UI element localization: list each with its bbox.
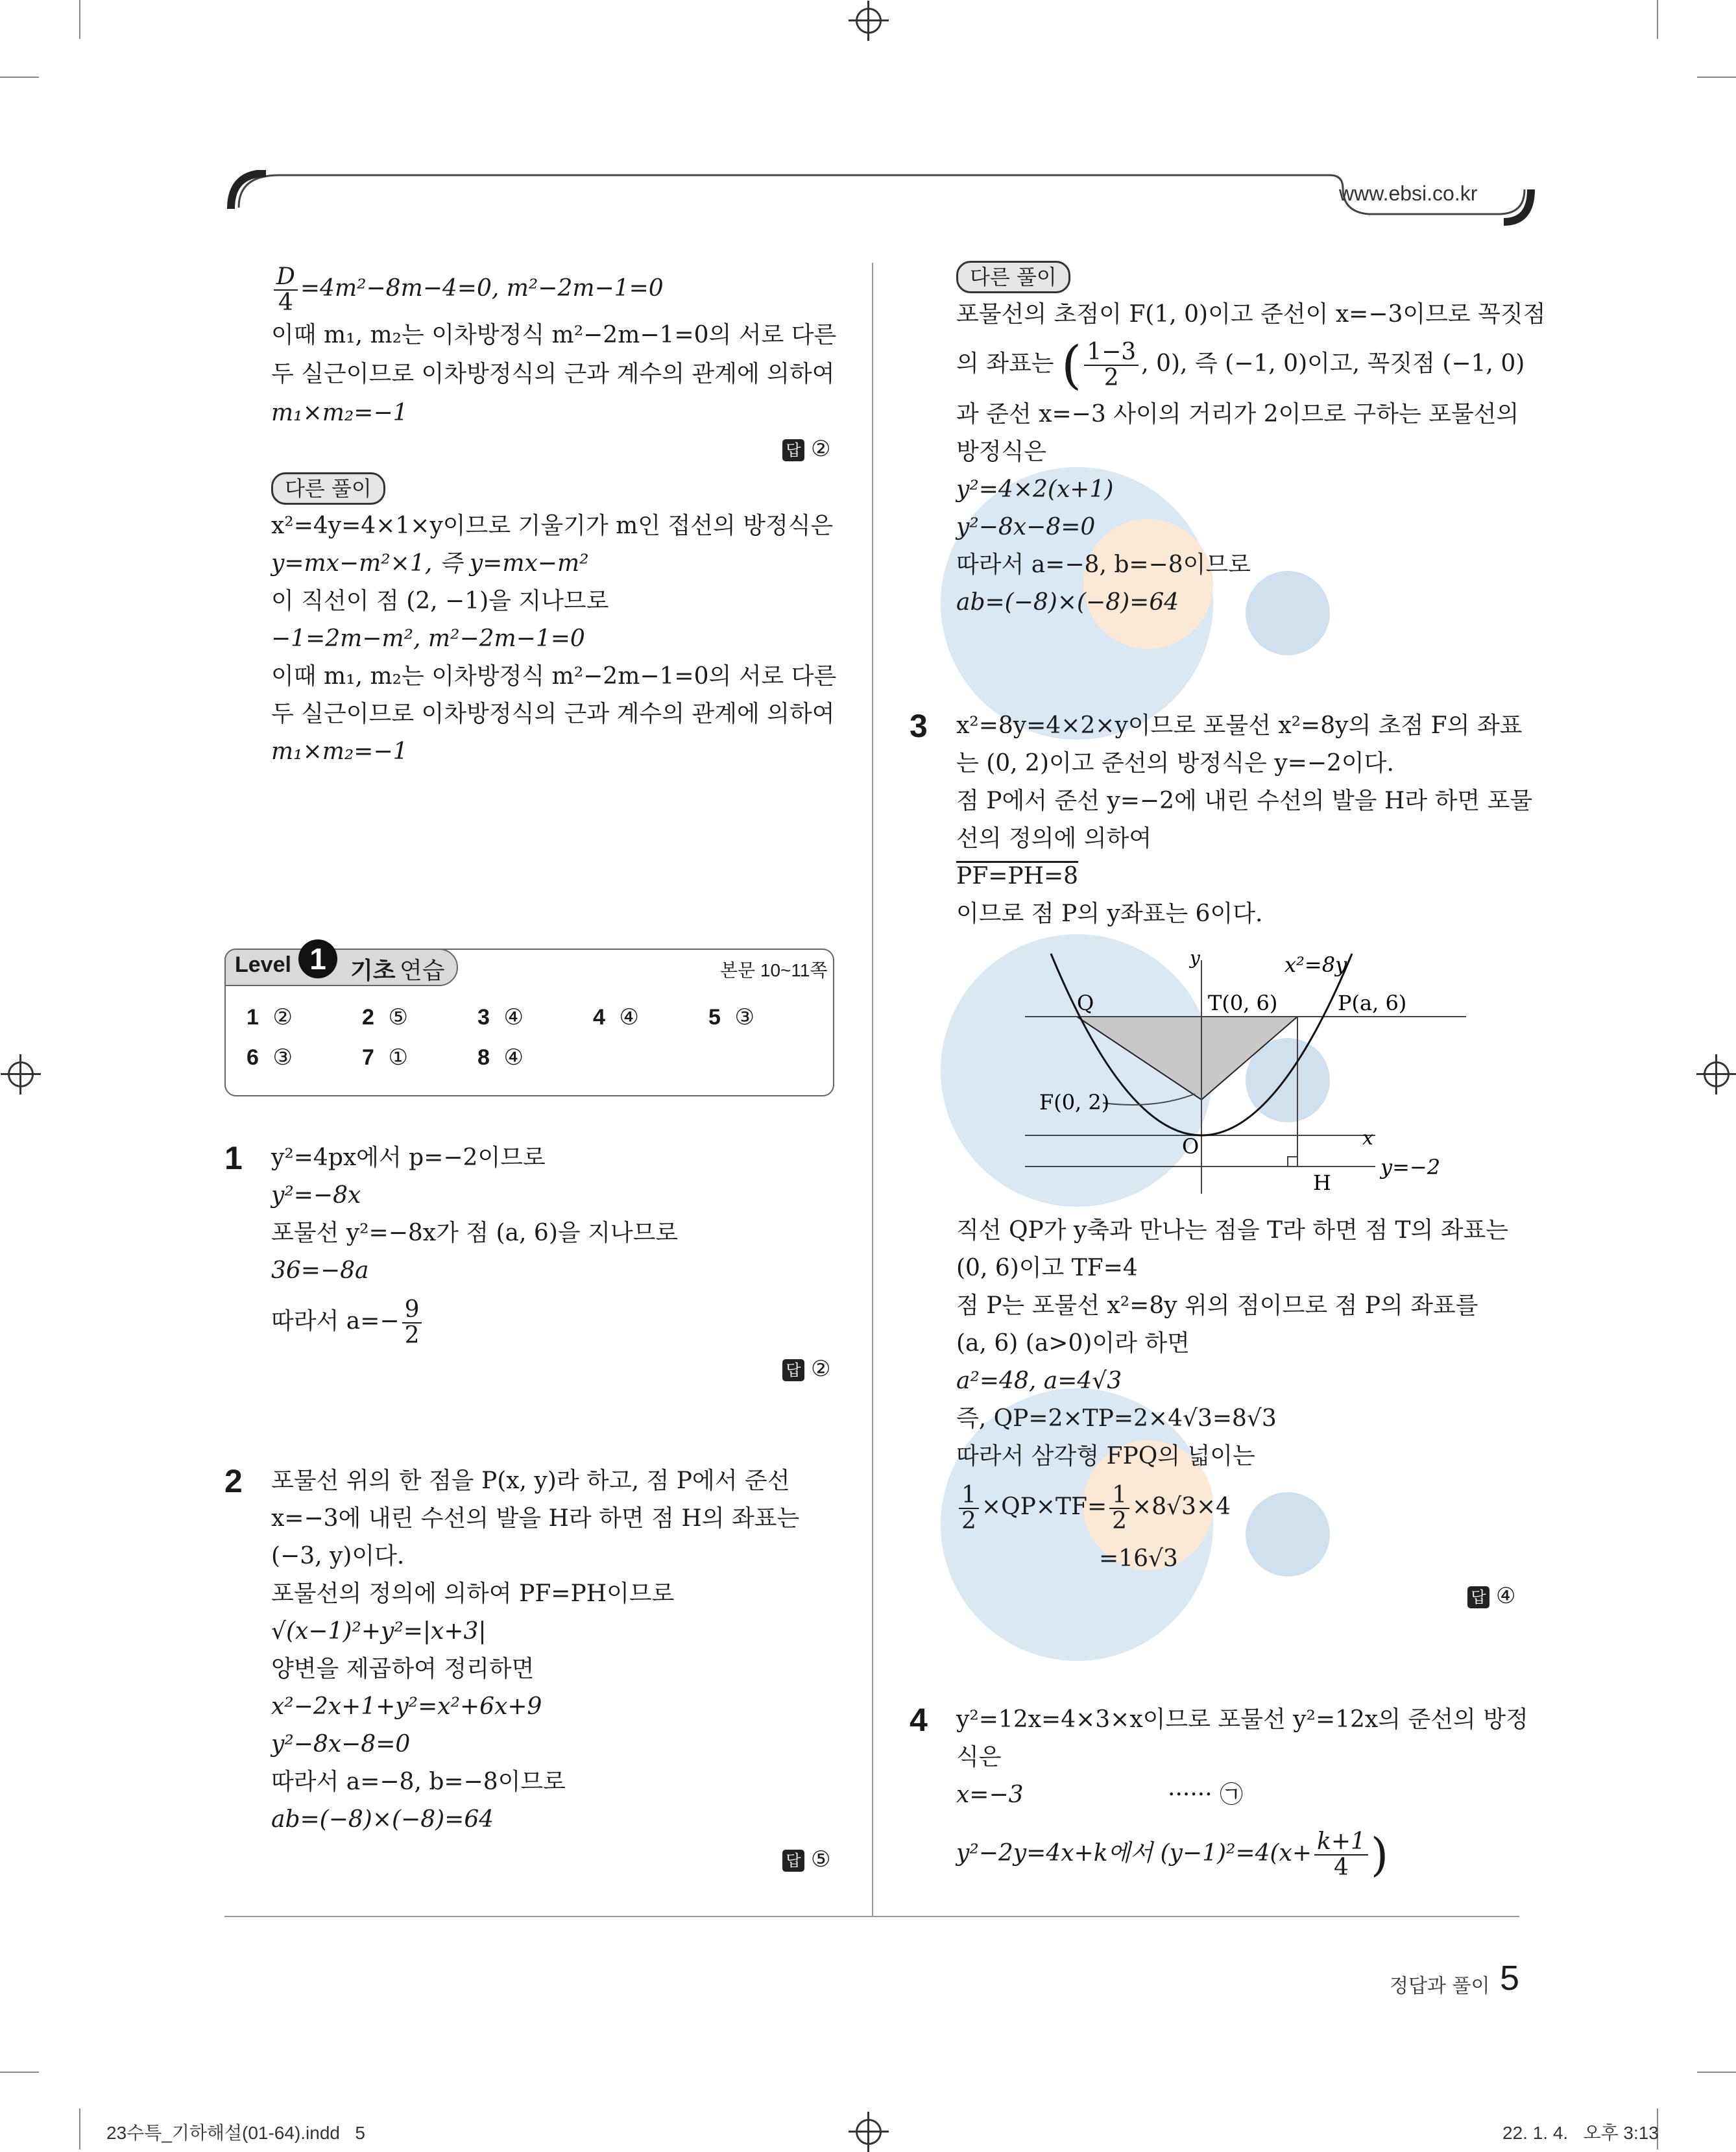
- text-line: x²=4y=4×1×y이므로 기울기가 m인 접선의 방정식은: [271, 513, 834, 539]
- text-line: 점 P에서 준선 y=−2에 내린 수선의 발을 H라 하면 포물: [956, 788, 1533, 814]
- text-line: 이때 m₁, m₂는 이차방정식 m²−2m−1=0의 서로 다른: [271, 663, 837, 690]
- math-line: y²−8x−8=0: [271, 1731, 411, 1758]
- registration-mark-icon: [856, 2119, 882, 2145]
- answer-item: 4 ④: [593, 1004, 640, 1030]
- bottom-rule: [224, 1916, 1519, 1917]
- math-line: 36=−8a: [271, 1257, 369, 1284]
- answer-mark: 답 ②: [782, 436, 830, 462]
- registration-mark-icon: [8, 1061, 34, 1087]
- level-number-badge: 1: [298, 939, 337, 978]
- level-title-bold: 기초: [350, 957, 396, 984]
- math-line: m₁×m₂=−1: [271, 738, 408, 765]
- answer-item: 5 ③: [708, 1004, 755, 1030]
- parabola-graph: [1025, 947, 1466, 1200]
- text-line: x=−3에 내린 수선의 발을 H라 하면 점 H의 좌표는: [271, 1505, 800, 1532]
- answer-item: 3 ④: [477, 1004, 524, 1030]
- equation-label: x²=8y: [1284, 952, 1347, 977]
- focus-pointer: [1103, 1094, 1195, 1105]
- text-line: x²=8y=4×2×y이므로 포물선 x²=8y의 초점 F의 좌표: [956, 712, 1523, 739]
- text-line: 방정식은: [956, 439, 1047, 465]
- math-line: ab=(−8)×(−8)=64: [956, 589, 1179, 616]
- math-line: ab=(−8)×(−8)=64: [271, 1806, 494, 1833]
- answer-item: 1 ②: [247, 1004, 293, 1030]
- print-file-info: 23수특_기하해설(01-64).indd 5: [106, 2123, 365, 2143]
- math-line: x=−3: [956, 1782, 1024, 1808]
- math-line: y²−8x−8=0: [956, 514, 1096, 540]
- text-line: 이 직선이 점 (2, −1)을 지나므로: [271, 588, 609, 614]
- text-line: 과 준선 x=−3 사이의 거리가 2이므로 구하는 포물선의: [956, 401, 1519, 428]
- math-line: m₁×m₂=−1: [271, 400, 408, 426]
- text-line: 포물선의 정의에 의하여 PF=PH이므로: [271, 1580, 675, 1607]
- site-url[interactable]: www.ebsi.co.kr: [1339, 182, 1478, 205]
- equation-reference: ······ ㉠: [1168, 1782, 1244, 1808]
- origin-label: O: [1182, 1134, 1200, 1159]
- crop-mark: [0, 77, 39, 78]
- fraction: $\frac{1}{2}$: [1109, 1483, 1129, 1534]
- text-line: 따라서 a=−8, b=−8이므로: [956, 551, 1251, 578]
- answer-grid: [247, 1004, 830, 1082]
- crop-mark: [1697, 2072, 1736, 2073]
- text-line: 점 P는 포물선 x²=8y 위의 점이므로 점 P의 좌표를: [956, 1292, 1478, 1319]
- text-line: 선의 정의에 의하여: [956, 825, 1152, 852]
- fraction: $\frac{k+1}{4}$: [1314, 1830, 1368, 1880]
- text-line: 양변을 제곱하여 정리하면: [271, 1656, 535, 1682]
- text-line: y²=12x=4×3×x이므로 포물선 y²=12x의 준선의 방정: [956, 1706, 1528, 1733]
- y-axis-label: y: [1190, 947, 1200, 969]
- text-line: y²=4px에서 p=−2이므로: [271, 1144, 546, 1171]
- answer-mark: 답 ⑤: [782, 1846, 830, 1872]
- print-date-info: 22. 1. 4. 오후 3:13: [1502, 2123, 1659, 2143]
- math-line: √(x−1)²+y²=|x+3|: [271, 1618, 487, 1645]
- text-line: 는 (0, 2)이고 준선의 방정식은 y=−2이다.: [956, 750, 1394, 777]
- answer-item: 6 ③: [247, 1045, 293, 1070]
- point-t-label: T(0, 6): [1208, 991, 1278, 1015]
- registration-mark-icon: [856, 8, 882, 34]
- registration-mark-icon: [1704, 1061, 1730, 1087]
- math-line: x²−2x+1+y²=x²+6x+9: [271, 1693, 542, 1720]
- triangle-fpq: [1077, 1017, 1297, 1100]
- math-line: PF=PH=8: [956, 863, 1079, 889]
- alt-solution-tag: 다른 풀이: [956, 261, 1070, 293]
- alt-solution-tag: 다른 풀이: [271, 472, 385, 505]
- question-number: 1: [224, 1140, 243, 1176]
- right-angle-mark: [1288, 1157, 1297, 1167]
- math-line: 의 좌표는 ( $\frac{1-3}{2}$ , 0), 즉 (−1, 0)이고, 꼭짓점 (−1, 0): [956, 335, 1525, 395]
- crop-mark: [1697, 77, 1736, 78]
- page-number: 5: [1500, 1959, 1520, 1998]
- text-line: (a, 6) (a>0)이라 하면: [956, 1330, 1190, 1357]
- text-line: 포물선 y²=−8x가 점 (a, 6)을 지나므로: [271, 1220, 679, 1246]
- math-line: 따라서 a=− $\frac{9}{2}$: [271, 1298, 424, 1348]
- level-label: Level: [235, 952, 291, 977]
- text-line: 두 실근이므로 이차방정식의 근과 계수의 관계에 의하여: [271, 701, 835, 727]
- fraction: $\frac{D}{4}$: [274, 265, 298, 315]
- text-line: 두 실근이므로 이차방정식의 근과 계수의 관계에 의하여: [271, 361, 835, 387]
- text-line: 이므로 점 P의 y좌표는 6이다.: [956, 901, 1263, 927]
- text-line: 포물선의 초점이 F(1, 0)이고 준선이 x=−3이므로 꼭짓점: [956, 301, 1546, 328]
- math-line: =16√3: [1099, 1545, 1178, 1572]
- crop-mark: [79, 2109, 80, 2149]
- question-number: 4: [910, 1702, 928, 1738]
- point-f-label: F(0, 2): [1039, 1090, 1110, 1115]
- math-line: y=mx−m²×1, 즉 y=mx−m²: [271, 550, 589, 577]
- math-line: $\frac{1}{2}$ ×QP×TF= $\frac{1}{2}$ ×8√3×4: [956, 1483, 1231, 1534]
- math-line: y²=4×2(x+1): [956, 476, 1114, 503]
- answer-item: 2 ⑤: [362, 1004, 409, 1030]
- text-line: (0, 6)이고 TF=4: [956, 1255, 1138, 1281]
- point-h-label: H: [1313, 1170, 1331, 1195]
- crop-mark: [1657, 0, 1658, 39]
- crop-mark: [0, 2072, 39, 2073]
- column-divider: [872, 263, 873, 1917]
- text-line: 이때 m₁, m₂는 이차방정식 m²−2m−1=0의 서로 다른: [271, 322, 837, 348]
- text-line: 식은: [956, 1744, 1002, 1771]
- point-p-label: P(a, 6): [1338, 991, 1407, 1015]
- text-line: 포물선 위의 한 점을 P(x, y)라 하고, 점 P에서 준선: [271, 1468, 790, 1494]
- math-line: a²=48, a=4√3: [956, 1368, 1122, 1394]
- math-line: $\frac{D}{4}$ =4m²−8m−4=0, m²−2m−1=0: [271, 265, 664, 315]
- answer-item: 7 ①: [362, 1045, 409, 1070]
- directrix-label: y=−2: [1380, 1155, 1441, 1179]
- answer-mark: 답 ②: [782, 1356, 830, 1382]
- question-number: 3: [910, 708, 928, 744]
- math-line: y²−2y=4x+k에서 (y−1)²=4(x+ $\frac{k+1}{4}$ ): [956, 1828, 1389, 1881]
- math-line: y²=−8x: [271, 1182, 361, 1209]
- text-line: (−3, y)이다.: [271, 1543, 405, 1569]
- text-line: 따라서 삼각형 FPQ의 넓이는: [956, 1443, 1255, 1469]
- page-reference: 본문 10~11쪽: [720, 960, 828, 980]
- question-number: 2: [224, 1463, 243, 1499]
- crop-mark: [79, 0, 80, 39]
- text-line: 따라서 a=−8, b=−8이므로: [271, 1769, 566, 1795]
- x-axis-label: x: [1362, 1127, 1373, 1150]
- fraction: $\frac{1-3}{2}$: [1084, 340, 1139, 391]
- fraction: $\frac{9}{2}$: [402, 1298, 422, 1348]
- text-line: 직선 QP가 y축과 만나는 점을 T라 하면 점 T의 좌표는: [956, 1217, 1509, 1244]
- point-q-label: Q: [1077, 991, 1094, 1015]
- footer-label: 정답과 풀이: [1390, 1975, 1490, 1998]
- fraction: $\frac{1}{2}$: [959, 1483, 979, 1534]
- answer-item: 8 ④: [477, 1045, 524, 1070]
- math-line: −1=2m−m², m²−2m−1=0: [271, 625, 585, 652]
- level-title: 연습: [400, 957, 445, 984]
- math-line: 즉, QP=2×TP=2×4√3=8√3: [956, 1405, 1277, 1432]
- answer-mark: 답 ④: [1467, 1583, 1515, 1609]
